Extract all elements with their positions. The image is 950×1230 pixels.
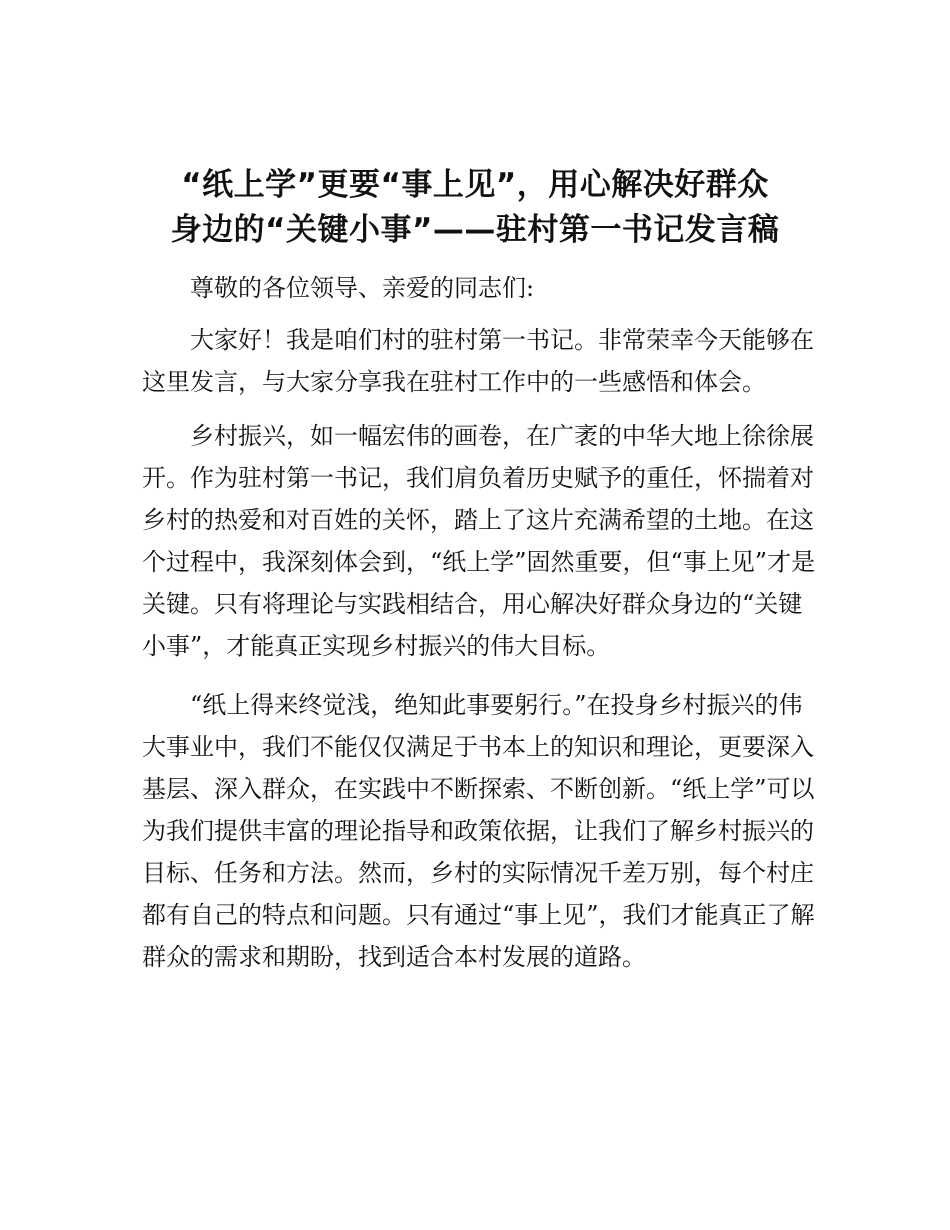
paragraph-block-2 bbox=[142, 415, 820, 667]
paragraph-greeting: 大家好！我是咱们村的驻村第一书记。非常荣幸今天能够在这里发言，与大家分享我在驻村工作中的一些感悟和体会。 bbox=[142, 326, 814, 396]
paragraph-practice: “纸上得来终觉浅，绝知此事要躬行。”在投身乡村振兴的伟大事业中，我们不能仅仅满足于书本上的知识和理论，更要深入基层、深入群众，在实践中不断探索、不断创新。“纸上学”可以为我们提供丰富的理论指导和政策依据，让我们了解乡村振兴的目标、任务和方法。然而，乡村的实际情况千差万别，每个村庄都有自己的特点和问题。只有通过“事上见”，我们才能真正了解群众的需求和期盼，找到适合本村发展的道路。 bbox=[142, 691, 815, 971]
paragraph-rural-revitalization: 乡村振兴，如一幅宏伟的画卷，在广袤的中华大地上徐徐展开。作为驻村第一书记，我们肩负着历史赋予的重任，怀揣着对乡村的热爱和对百姓的关怀，踏上了这片充满希望的土地。在这个过程中，我深刻体会到，“纸上学”固然重要，但“事上见”才是关键。只有将理论与实践相结合，用心解决好群众身边的“关键小事”，才能真正实现乡村振兴的伟大目标。 bbox=[142, 422, 816, 660]
title-line-1: “纸上学”更要“事上见”，用心解决好群众 bbox=[181, 167, 769, 203]
document-title bbox=[100, 163, 850, 253]
paragraph-block-1 bbox=[142, 319, 820, 403]
salutation: 尊敬的各位领导、亲爱的同志们: bbox=[190, 274, 535, 302]
paragraph-block-3 bbox=[142, 684, 820, 978]
salutation-block bbox=[142, 267, 820, 309]
title-line-2: 身边的“关键小事”——驻村第一书记发言稿 bbox=[170, 212, 780, 248]
